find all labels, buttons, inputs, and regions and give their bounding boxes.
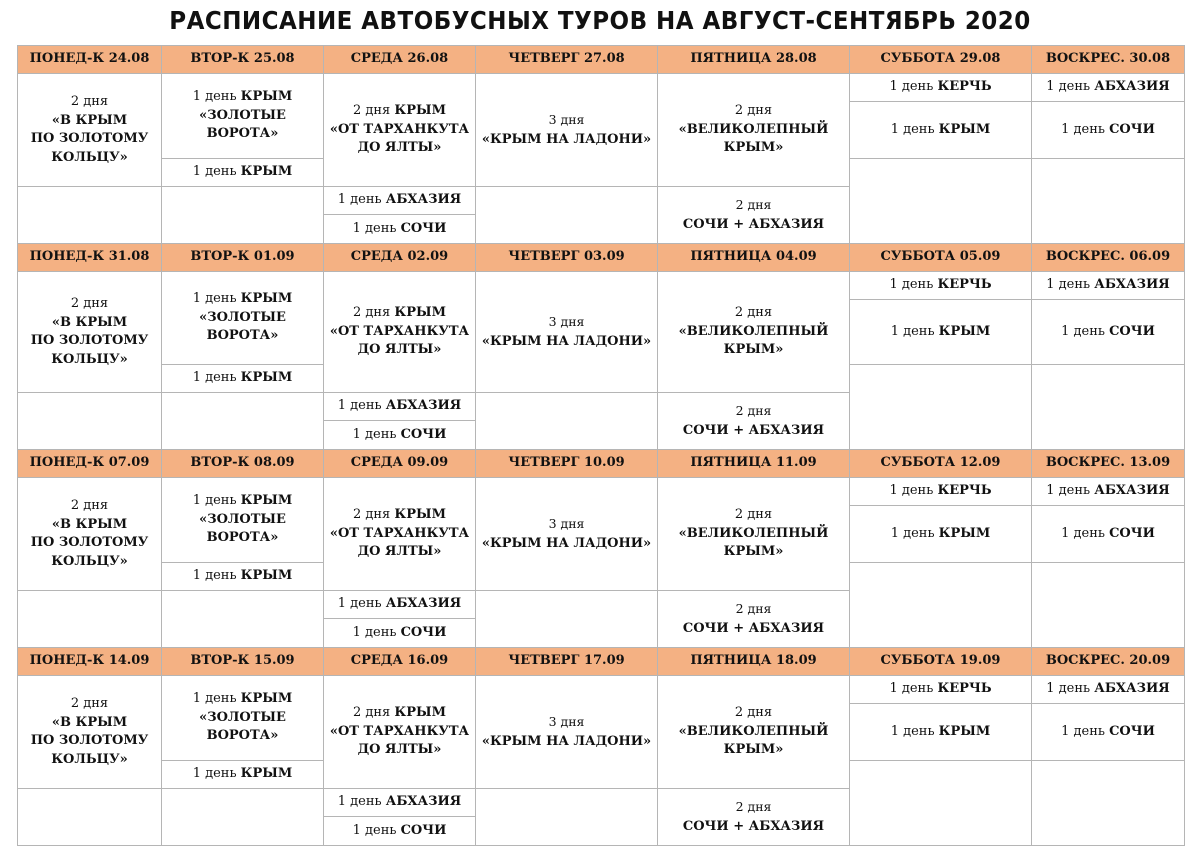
tour-cell-wednesday [324,272,476,393]
tour-cell-saturday [850,478,1032,506]
tour-text: КРЫМ [394,705,447,721]
tour-text: 1 день [1046,277,1091,293]
tour-cell-saturday [850,506,1032,563]
day-header: СУББОТА 12.09 [850,450,1032,478]
tour-row [18,676,1185,704]
tour-text: «КРЫМ НА ЛАДОНИ» [481,733,652,749]
tour-text: КРЫМ [240,766,293,782]
tour-text: СОЧИ [1109,723,1155,739]
tour-row [18,74,1185,102]
tour-cell-sunday [1032,506,1185,563]
tour-cell-sunday-empty [1032,159,1185,244]
day-header: СУББОТА 05.09 [850,244,1032,272]
tour-text: СОЧИ + АБХАЗИЯ [682,818,825,834]
tour-cell-saturday-empty [850,365,1032,450]
tour-cell-tuesday [162,761,324,789]
tour-text: СОЧИ + АБХАЗИЯ [682,216,825,232]
tour-text: 1 день [192,370,237,386]
tour-text: 3 дня [548,112,585,127]
tour-cell-wednesday [324,817,476,846]
day-header: ПОНЕД-К 14.09 [18,648,162,676]
day-header: ПОНЕД-К 07.09 [18,450,162,478]
tour-cell-saturday-empty [850,159,1032,244]
tour-cell-wednesday [324,676,476,789]
tour-text: СОЧИ [1109,121,1155,137]
tour-text: СОЧИ + АБХАЗИЯ [682,620,825,636]
tour-text: 2 дня [734,507,773,523]
tour-text: 3 дня [548,714,585,729]
tour-text: ПО ЗОЛОТОМУ [30,333,149,348]
tour-text: СОЧИ [400,426,447,442]
day-header: ПОНЕД-К 24.08 [18,46,162,74]
tour-cell-tuesday [162,159,324,187]
tour-text: 1 день [1046,681,1091,697]
tour-text: 1 день [192,691,237,707]
tour-text: 2 дня [352,705,391,721]
tour-cell-tuesday [162,365,324,393]
tour-text: 1 день [192,89,237,105]
tour-text: «ЗОЛОТЫЕ ВОРОТА» [199,511,286,546]
tour-cell-monday [18,272,162,393]
tour-cell-tuesday-empty [162,591,324,648]
tour-cell-tuesday-empty [162,187,324,244]
tour-text: 1 день [890,323,935,339]
tour-text: КОЛЬЦУ» [51,553,128,569]
tour-text: 1 день [192,164,237,180]
tour-text: СОЧИ + АБХАЗИЯ [682,422,825,438]
tour-cell-tuesday [162,74,324,159]
tour-text: 2 дня [70,296,109,311]
tour-cell-monday-empty [18,187,162,244]
tour-text: «ВЕЛИКОЛЕПНЫЙ [678,525,829,541]
tour-cell-saturday [850,704,1032,761]
week-header-row [18,244,1185,272]
day-header: ВТОР-К 25.08 [162,46,324,74]
tour-text: 1 день [192,493,237,509]
tour-text: КОЛЬЦУ» [51,751,128,767]
tour-text: АБХАЗИЯ [1094,79,1170,95]
tour-text: КЕРЧЬ [937,277,992,293]
tour-text: 2 дня [734,103,773,119]
tour-text: «В КРЫМ [51,714,128,730]
day-header: ВОСКРЕС. 13.09 [1032,450,1185,478]
day-header: СУББОТА 29.08 [850,46,1032,74]
tour-text: 1 день [889,277,934,293]
tour-cell-friday [658,478,850,591]
tour-cell-sunday-empty [1032,563,1185,648]
tour-text: АБХАЗИЯ [1094,483,1170,499]
tour-text: КРЫМ» [723,544,784,560]
tour-text: 1 день [192,568,237,584]
tour-text: АБХАЗИЯ [385,192,462,208]
tour-text: «КРЫМ НА ЛАДОНИ» [481,535,652,551]
tour-text: 2 дня [352,507,391,523]
day-header: ЧЕТВЕРГ 27.08 [476,46,658,74]
tour-text: ДО ЯЛТЫ» [357,742,442,758]
tour-cell-thursday-empty [476,187,658,244]
tour-cell-sunday-empty [1032,761,1185,846]
tour-text: «ВЕЛИКОЛЕПНЫЙ [678,323,829,339]
day-header: СРЕДА 26.08 [324,46,476,74]
tour-text: 2 дня [735,601,772,616]
tour-text: «КРЫМ НА ЛАДОНИ» [481,333,652,349]
tour-cell-wednesday [324,789,476,817]
tour-text: 1 день [1061,525,1105,541]
tour-cell-wednesday [324,421,476,450]
tour-text: 3 дня [548,314,585,329]
tour-text: 1 день [352,822,397,838]
tour-text: «ОТ ТАРХАНКУТА [329,323,470,339]
tour-cell-monday [18,478,162,591]
tour-cell-friday [658,591,850,648]
tour-text: 1 день [192,291,237,307]
tour-text: 1 день [1061,121,1105,137]
tour-text: КРЫМ [938,323,991,339]
tour-text: СОЧИ [1109,525,1155,541]
day-header: СРЕДА 16.09 [324,648,476,676]
tour-text: КРЫМ [394,507,447,523]
tour-text: ПО ЗОЛОТОМУ [30,733,149,748]
tour-cell-thursday [476,478,658,591]
tour-text: КРЫМ [240,164,293,180]
tour-cell-monday-empty [18,591,162,648]
tour-text: 1 день [352,220,397,236]
tour-cell-wednesday [324,393,476,421]
tour-row [18,478,1185,506]
tour-text: АБХАЗИЯ [1094,681,1170,697]
tour-cell-sunday [1032,478,1185,506]
tour-text: КРЫМ [240,370,293,386]
day-header: ВТОР-К 15.09 [162,648,324,676]
tour-cell-tuesday [162,478,324,563]
tour-text: АБХАЗИЯ [385,794,462,810]
day-header: ПОНЕД-К 31.08 [18,244,162,272]
tour-text: 1 день [1046,79,1091,95]
day-header: ВОСКРЕС. 06.09 [1032,244,1185,272]
tour-cell-friday [658,676,850,789]
tour-text: КРЫМ [240,568,293,584]
tour-text: 1 день [889,681,934,697]
tour-text: КРЫМ» [723,140,784,156]
tour-text: 1 день [1061,723,1105,739]
day-header: ЧЕТВЕРГ 03.09 [476,244,658,272]
tour-text: АБХАЗИЯ [385,398,462,414]
tour-text: КРЫМ [240,691,293,707]
tour-text: 2 дня [352,103,391,119]
tour-text: 1 день [889,483,934,499]
day-header: СРЕДА 09.09 [324,450,476,478]
day-header: ЧЕТВЕРГ 17.09 [476,648,658,676]
tour-text: 2 дня [734,305,773,321]
tour-cell-tuesday-empty [162,393,324,450]
tour-text: «ЗОЛОТЫЕ ВОРОТА» [199,107,286,142]
day-header: СРЕДА 02.09 [324,244,476,272]
tour-text: «ВЕЛИКОЛЕПНЫЙ [678,121,829,137]
tour-cell-saturday [850,102,1032,159]
tour-text: 2 дня [352,305,391,321]
tour-text: ДО ЯЛТЫ» [357,140,442,156]
tour-text: 3 дня [548,516,585,531]
day-header: ВТОР-К 08.09 [162,450,324,478]
tour-cell-thursday-empty [476,789,658,846]
tour-cell-wednesday [324,619,476,648]
day-header: ПЯТНИЦА 18.09 [658,648,850,676]
tour-cell-saturday [850,300,1032,365]
schedule-table [17,45,1185,846]
tour-text: СОЧИ [400,822,447,838]
tour-text: 1 день [352,624,397,640]
tour-text: СОЧИ [400,624,447,640]
tour-text: «В КРЫМ [51,516,128,532]
tour-cell-thursday-empty [476,393,658,450]
tour-cell-saturday-empty [850,761,1032,846]
tour-text: КРЫМ [938,525,991,541]
tour-text: 1 день [337,596,382,612]
day-header: ЧЕТВЕРГ 10.09 [476,450,658,478]
tour-text: ПО ЗОЛОТОМУ [30,535,149,550]
tour-text: КРЫМ [938,121,991,137]
tour-cell-monday-empty [18,789,162,846]
tour-text: 2 дня [735,799,772,814]
tour-cell-friday [658,393,850,450]
day-header: ВОСКРЕС. 20.09 [1032,648,1185,676]
week-header-row [18,648,1185,676]
tour-text: АБХАЗИЯ [1094,277,1170,293]
tour-text: «ОТ ТАРХАНКУТА [329,121,470,137]
tour-text: 1 день [890,121,935,137]
tour-cell-thursday [476,272,658,393]
day-header: ВТОР-К 01.09 [162,244,324,272]
tour-text: КЕРЧЬ [937,681,992,697]
tour-cell-friday [658,272,850,393]
tour-text: 1 день [890,525,935,541]
tour-cell-tuesday [162,676,324,761]
tour-text: СОЧИ [1109,323,1155,339]
tour-cell-sunday [1032,300,1185,365]
page-title: РАСПИСАНИЕ АВТОБУСНЫХ ТУРОВ НА АВГУСТ-СЕНТЯБРЬ 2020 [169,6,1031,35]
tour-cell-sunday [1032,704,1185,761]
tour-text: 2 дня [735,403,772,418]
tour-text: «ЗОЛОТЫЕ ВОРОТА» [199,309,286,344]
tour-cell-tuesday [162,272,324,365]
tour-row [18,272,1185,300]
tour-cell-wednesday [324,591,476,619]
tour-text: 1 день [337,398,382,414]
tour-text: 1 день [192,766,237,782]
tour-cell-thursday-empty [476,591,658,648]
tour-cell-saturday [850,272,1032,300]
tour-text: 2 дня [70,696,109,711]
tour-cell-sunday [1032,74,1185,102]
tour-text: КРЫМ [394,103,447,119]
tour-cell-wednesday [324,215,476,244]
tour-cell-sunday [1032,676,1185,704]
tour-cell-monday-empty [18,393,162,450]
tour-text: КОЛЬЦУ» [51,149,128,165]
tour-cell-sunday-empty [1032,365,1185,450]
week-header-row [18,450,1185,478]
tour-text: КОЛЬЦУ» [51,351,128,367]
tour-text: ДО ЯЛТЫ» [357,544,442,560]
tour-text: СОЧИ [400,220,447,236]
tour-text: «ОТ ТАРХАНКУТА [329,723,470,739]
tour-cell-saturday [850,74,1032,102]
tour-text: 2 дня [70,498,109,513]
tour-text: КРЫМ [394,305,447,321]
tour-text: 1 день [1061,323,1105,339]
tour-cell-wednesday [324,187,476,215]
tour-text: АБХАЗИЯ [385,596,462,612]
tour-cell-thursday [476,676,658,789]
tour-text: КРЫМ [938,723,991,739]
tour-cell-sunday [1032,102,1185,159]
tour-text: КРЫМ [240,89,293,105]
tour-text: 1 день [337,794,382,810]
tour-text: 1 день [889,79,934,95]
tour-text: КРЫМ [240,291,293,307]
tour-text: 2 дня [735,197,772,212]
tour-text: 1 день [890,723,935,739]
tour-text: ДО ЯЛТЫ» [357,342,442,358]
tour-text: «В КРЫМ [51,112,128,128]
tour-text: 2 дня [734,705,773,721]
tour-text: КЕРЧЬ [937,483,992,499]
tour-text: ПО ЗОЛОТОМУ [30,131,149,146]
tour-text: 1 день [1046,483,1091,499]
tour-cell-wednesday [324,74,476,187]
day-header: СУББОТА 19.09 [850,648,1032,676]
tour-cell-friday [658,187,850,244]
tour-text: КЕРЧЬ [937,79,992,95]
tour-text: КРЫМ» [723,342,784,358]
tour-text: «КРЫМ НА ЛАДОНИ» [481,131,652,147]
tour-text: КРЫМ [240,493,293,509]
tour-text: «В КРЫМ [51,314,128,330]
day-header: ВОСКРЕС. 30.08 [1032,46,1185,74]
tour-text: 2 дня [70,94,109,109]
tour-cell-tuesday [162,563,324,591]
tour-cell-monday [18,676,162,789]
tour-text: 1 день [337,192,382,208]
tour-cell-wednesday [324,478,476,591]
day-header: ПЯТНИЦА 11.09 [658,450,850,478]
day-header: ПЯТНИЦА 04.09 [658,244,850,272]
tour-text: КРЫМ» [723,742,784,758]
tour-text: 1 день [352,426,397,442]
tour-cell-saturday [850,676,1032,704]
tour-cell-sunday [1032,272,1185,300]
tour-cell-thursday [476,74,658,187]
tour-cell-monday [18,74,162,187]
tour-cell-friday [658,74,850,187]
week-header-row [18,46,1185,74]
tour-text: «ВЕЛИКОЛЕПНЫЙ [678,723,829,739]
tour-cell-friday [658,789,850,846]
tour-text: «ОТ ТАРХАНКУТА [329,525,470,541]
tour-cell-saturday-empty [850,563,1032,648]
tour-text: «ЗОЛОТЫЕ ВОРОТА» [199,709,286,744]
day-header: ПЯТНИЦА 28.08 [658,46,850,74]
tour-cell-tuesday-empty [162,789,324,846]
